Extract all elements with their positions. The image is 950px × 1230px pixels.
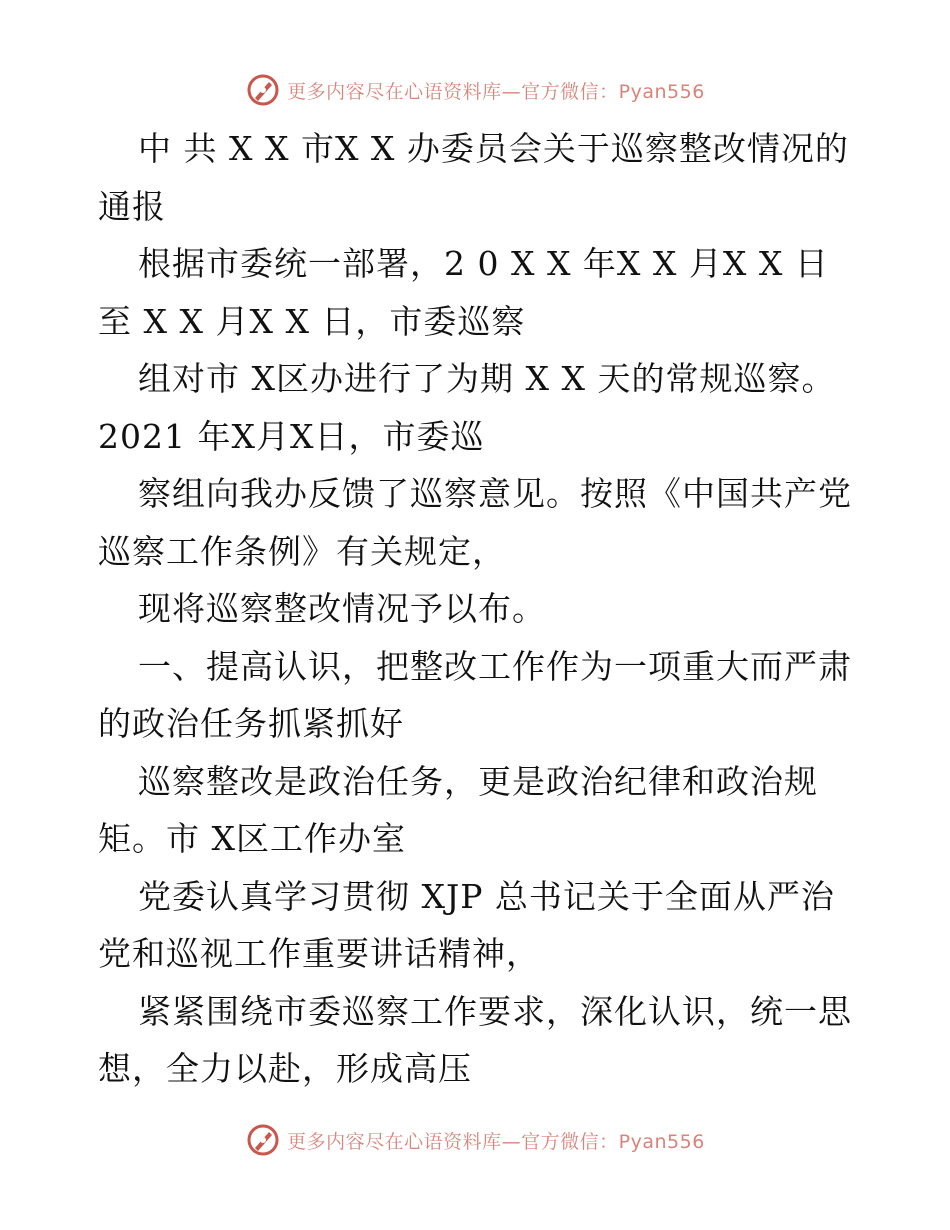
doc-paragraph: 现将巡察整改情况予以布。 <box>138 589 546 628</box>
pen-circle-logo-icon <box>245 72 281 108</box>
document-body <box>98 120 858 1098</box>
doc-section-heading: 一、提高认识，把整改工作作为一项重大而严肃的政治任务抓紧抓好 <box>98 646 852 743</box>
doc-paragraph: 根据市委统一部署，2 0 X X 年X X 月X X 日至 X X 月X X 日，市委巡察 <box>98 244 829 341</box>
doc-title: 中 共 X X 市X X 办委员会关于巡察整改情况的通报 <box>98 129 849 226</box>
pen-circle-logo-icon <box>245 1122 281 1158</box>
header-banner-text: 更多内容尽在心语资料库—官方微信：Pyan556 <box>287 80 705 103</box>
doc-paragraph: 巡察整改是政治任务，更是政治纪律和政治规矩。市 X区工作办室 <box>98 761 818 858</box>
doc-paragraph: 组对市 X区办进行了为期 X X 天的常规巡察。2021 年X月X日，市委巡 <box>98 359 836 456</box>
doc-paragraph: 察组向我办反馈了巡察意见。按照《中国共产党巡察工作条例》有关规定， <box>98 474 852 571</box>
footer-banner-text: 更多内容尽在心语资料库—官方微信：Pyan556 <box>287 1130 705 1153</box>
doc-paragraph: 紧紧围绕市委巡察工作要求，深化认识，统一思想，全力以赴，形成高压 <box>98 991 852 1088</box>
doc-paragraph: 党委认真学习贯彻 XJP 总书记关于全面从严治党和巡视工作重要讲话精神， <box>98 876 835 973</box>
header-banner <box>0 70 950 110</box>
footer-banner <box>0 1120 950 1160</box>
